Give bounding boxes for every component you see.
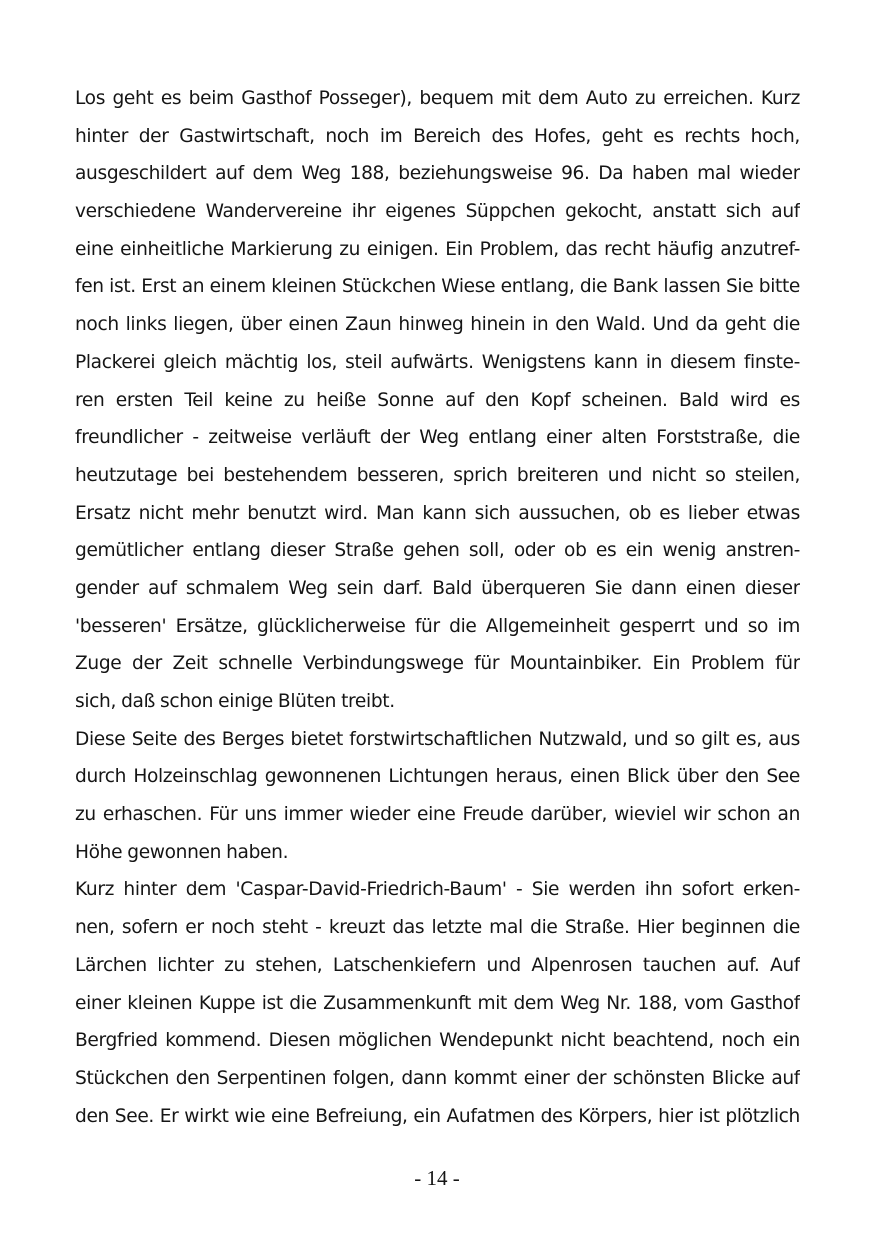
text-line: Plackerei gleich mächtig los, steil aufwärts. Wenigstens kann in diesem finste- [75,351,800,373]
text-line: noch links liegen, über einen Zaun hinweg hinein in den Wald. Und da geht die [75,314,800,336]
text-line: sich, daß schon einige Blüten treibt. [75,691,395,712]
text-line: freundlicher - zeitweise verläuft der Weg entlang einer alten Forststraße, die [75,427,800,449]
text-line: eine einheitliche Markierung zu einigen. Ein Problem, das recht häufig anzutref- [75,238,800,260]
text-line: Bergfried kommend. Diesen möglichen Wendepunkt nicht beachtend, noch ein [75,1030,800,1052]
text-line: verschiedene Wandervereine ihr eigenes Süppchen gekocht, anstatt sich auf [75,201,800,223]
text-line: Lärchen lichter zu stehen, Latschenkiefern und Alpenrosen tauchen auf. Auf [75,954,800,976]
text-line: Zuge der Zeit schnelle Verbindungswege für Mountainbiker. Ein Problem für [75,653,800,675]
body-text [75,80,800,1135]
text-line: nen, sofern er noch steht - kreuzt das letzte mal die Straße. Hier beginnen die [75,917,800,939]
text-line: durch Holzeinschlag gewonnenen Lichtungen heraus, einen Blick über den See [75,766,800,788]
text-line: ausgeschildert auf dem Weg 188, beziehungsweise 96. Da haben mal wieder [75,163,800,185]
text-line: ren ersten Teil keine zu heiße Sonne auf den Kopf scheinen. Bald wird es [75,389,800,411]
page-number: - 14 - [414,1166,460,1190]
text-line: 'besseren' Ersätze, glücklicherweise für die Allgemeinheit gesperrt und so im [75,615,800,637]
text-line: Diese Seite des Berges bietet forstwirtschaftlichen Nutzwald, und so gilt es, aus [75,728,800,750]
text-line: fen ist. Erst an einem kleinen Stückchen Wiese entlang, die Bank lassen Sie bitte [75,276,800,298]
text-line: Kurz hinter dem 'Caspar-David-Friedrich-Baum' - Sie werden ihn sofort erken- [75,879,800,901]
text-line: einer kleinen Kuppe ist die Zusammenkunft mit dem Weg Nr. 188, vom Gasthof [75,992,800,1014]
text-line: Stückchen den Serpentinen folgen, dann kommt einer der schönsten Blicke auf [75,1067,800,1089]
text-line: heutzutage bei bestehendem besseren, sprich breiteren und nicht so steilen, [75,464,800,486]
text-line: hinter der Gastwirtschaft, noch im Bereich des Hofes, geht es rechts hoch, [75,125,800,147]
text-line: Los geht es beim Gasthof Posseger), bequem mit dem Auto zu erreichen. Kurz [75,88,800,109]
text-line: Höhe gewonnen haben. [75,841,289,863]
text-line: zu erhaschen. Für uns immer wieder eine Freude darüber, wieviel wir schon an [75,804,800,826]
text-line: gender auf schmalem Weg sein darf. Bald überqueren Sie dann einen dieser [75,577,800,599]
text-line: den See. Er wirkt wie eine Befreiung, ein Aufatmen des Körpers, hier ist plötzlich [75,1105,800,1127]
text-line: Ersatz nicht mehr benutzt wird. Man kann sich aussuchen, ob es lieber etwas [75,502,800,524]
text-line: gemütlicher entlang dieser Straße gehen soll, oder ob es ein wenig anstren- [75,540,800,562]
